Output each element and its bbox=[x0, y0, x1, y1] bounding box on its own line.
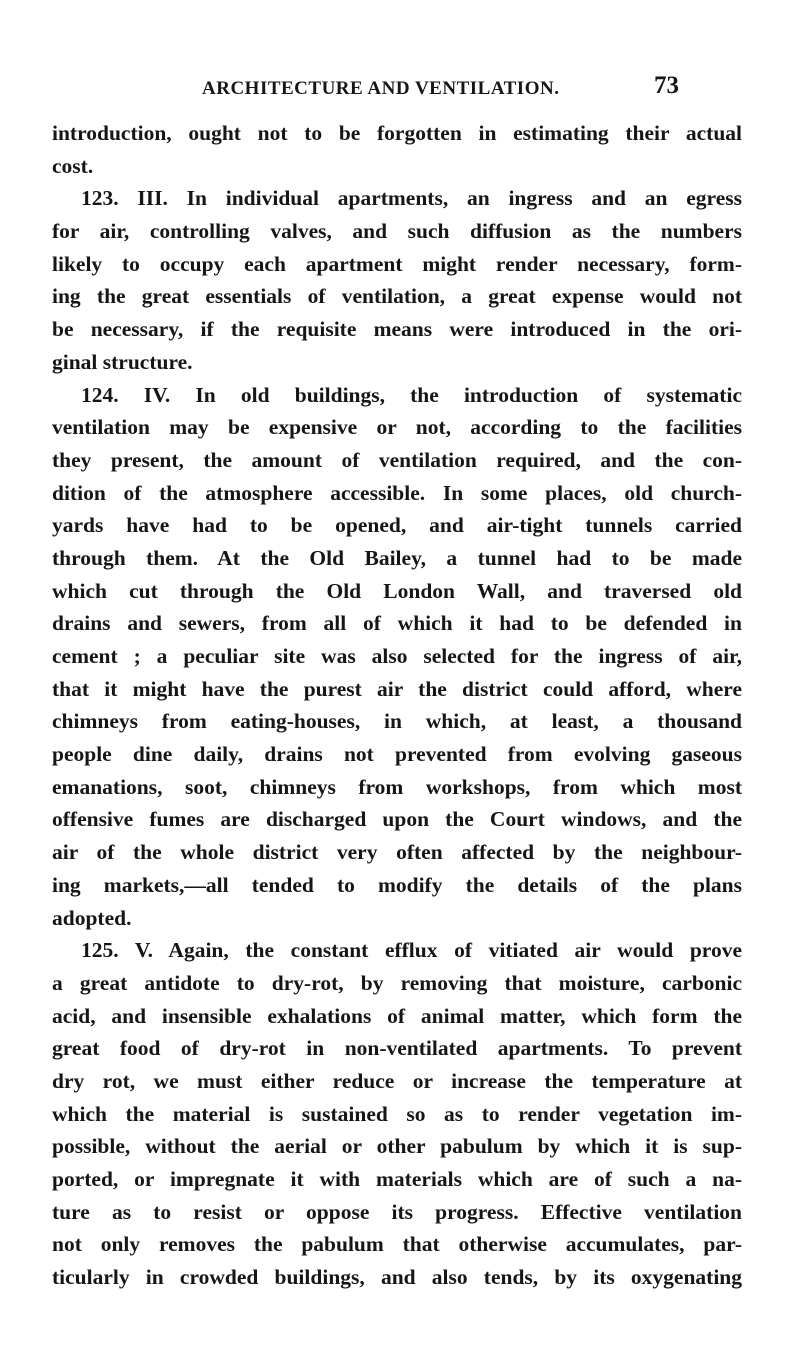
running-head bbox=[110, 70, 750, 106]
text-line: drains and sewers, from all of which it had to be defended in bbox=[52, 611, 742, 636]
text-line: a great antidote to dry-rot, by removing that moisture, carbonic bbox=[52, 970, 742, 995]
text-line: people dine daily, drains not prevented from evolving gaseous bbox=[52, 742, 742, 767]
text-line: ginal structure. bbox=[52, 349, 193, 374]
text-line: ported, or impregnate it with materials which are of such a na- bbox=[52, 1167, 742, 1191]
text-line: which cut through the Old London Wall, and traversed old bbox=[52, 578, 742, 603]
text-line: 124. IV. In old buildings, the introduction of systematic bbox=[81, 382, 742, 407]
text-line: ventilation may be expensive or not, according to the facilities bbox=[52, 415, 742, 440]
text-line: adopted. bbox=[52, 905, 132, 930]
text-line: chimneys from eating-houses, in which, at least, a thousand bbox=[52, 709, 742, 734]
page-number: 73 bbox=[654, 72, 679, 99]
text-line: that it might have the purest air the district could afford, where bbox=[52, 676, 742, 701]
text-line: yards have had to be opened, and air-tight tunnels carried bbox=[52, 513, 742, 538]
text-line: possible, without the aerial or other pabulum by which it is sup- bbox=[52, 1134, 742, 1159]
text-line: through them. At the Old Bailey, a tunnel had to be made bbox=[52, 545, 742, 570]
text-line: 123. III. In individual apartments, an ingress and an egress bbox=[81, 186, 742, 211]
text-line: be necessary, if the requisite means were introduced in the ori- bbox=[52, 317, 742, 342]
text-line: dition of the atmosphere accessible. In some places, old church- bbox=[52, 480, 742, 505]
text-line: ing markets,—all tended to modify the details of the plans bbox=[52, 872, 742, 897]
text-line: emanations, soot, chimneys from workshops, from which most bbox=[52, 774, 742, 799]
text-line: which the material is sustained so as to render vegetation im- bbox=[52, 1101, 742, 1126]
text-line: dry rot, we must either reduce or increase the temperature at bbox=[52, 1068, 742, 1093]
text-line: great food of dry-rot in non-ventilated apartments. To prevent bbox=[52, 1036, 742, 1061]
text-line: ticularly in crowded buildings, and also tends, by its oxygenating bbox=[52, 1265, 742, 1290]
text-line: not only removes the pabulum that otherwise accumulates, par- bbox=[52, 1232, 742, 1257]
text-line: likely to occupy each apartment might render necessary, form- bbox=[52, 251, 742, 276]
text-line: for air, controlling valves, and such diffusion as the numbers bbox=[52, 219, 742, 244]
body-text bbox=[52, 117, 742, 1294]
text-line: 125. V. Again, the constant efflux of vitiated air would prove bbox=[81, 938, 742, 963]
text-line: offensive fumes are discharged upon the Court windows, and the bbox=[52, 807, 742, 832]
text-line: cost. bbox=[52, 153, 94, 178]
running-title: ARCHITECTURE AND VENTILATION. bbox=[202, 78, 560, 99]
text-line: acid, and insensible exhalations of animal matter, which form the bbox=[52, 1003, 742, 1028]
text-line: cement ; a peculiar site was also selected for the ingress of air, bbox=[52, 644, 742, 668]
text-line: ing the great essentials of ventilation, a great expense would not bbox=[52, 284, 742, 309]
text-line: introduction, ought not to be forgotten in estimating their actual bbox=[52, 121, 742, 145]
text-line: air of the whole district very often affected by the neighbour- bbox=[52, 840, 742, 865]
text-line: ture as to resist or oppose its progress. Effective ventilation bbox=[52, 1199, 742, 1224]
text-line: they present, the amount of ventilation required, and the con- bbox=[52, 447, 742, 472]
